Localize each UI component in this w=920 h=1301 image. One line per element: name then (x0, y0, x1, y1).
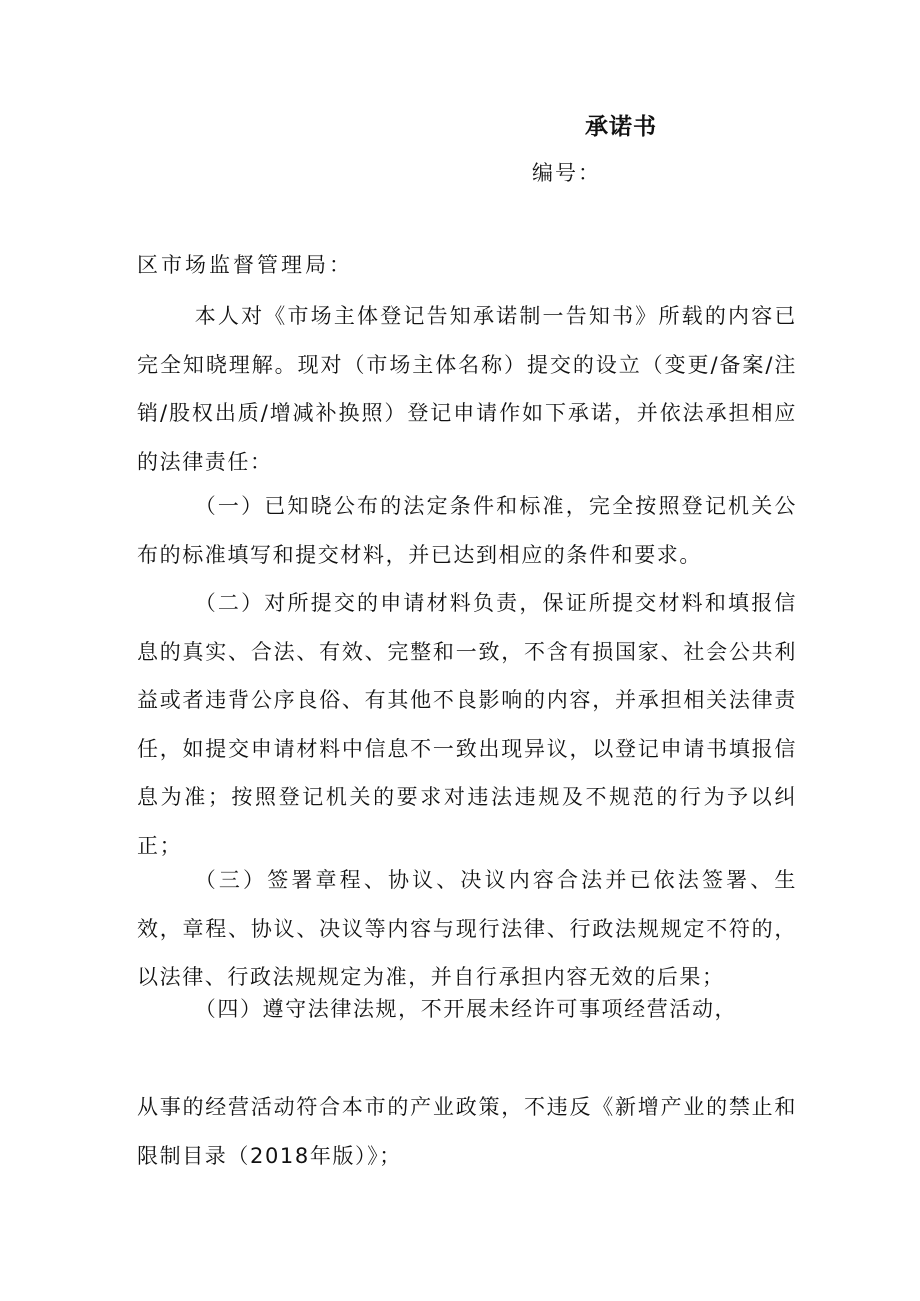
paragraph-item-2: （二）对所提交的申请材料负责，保证所提交材料和填报信息的真实、合法、有效、完整和一致，不含有损国家、社会公共利益或者违背公序良俗、有其他不良影响的内容，并承担相关法律责任，如提交申请材料中信息不一致出现异议，以登记申请书填报信息为准；按照登记机关的要求对违法违规及不规范的行为予以纠正； (137, 591, 797, 858)
addressee: 区市场监督管理局： (137, 253, 353, 277)
paragraph-item-4-continued: 从事的经营活动符合本市的产业政策，不违反《新增产业的禁止和限制目录（2018年版）》； (137, 1095, 797, 1168)
document-title: 承诺书 (585, 114, 657, 140)
paragraph-item-1: （一）已知晓公布的法定条件和标准，完全按照登记机关公布的标准填写和提交材料，并已达到相应的条件和要求。 (137, 494, 797, 567)
paragraph-item-4: （四）遵守法律法规，不开展未经许可事项经营活动， (194, 997, 738, 1021)
document-number-label: 编号： (532, 161, 601, 185)
paragraph-intro: 本人对《市场主体登记告知承诺制一告知书》所载的内容已完全知晓理解。现对（市场主体名称）提交的设立（变更/备案/注销/股权出质/增减补换照）登记申请作如下承诺，并依法承担相应的法律责任： (137, 304, 797, 474)
paragraph-item-3: （三）签署章程、协议、决议内容合法并已依法签署、生效，章程、协议、决议等内容与现行法律、行政法规规定不符的，以法律、行政法规规定为准，并自行承担内容无效的后果； (137, 868, 797, 989)
